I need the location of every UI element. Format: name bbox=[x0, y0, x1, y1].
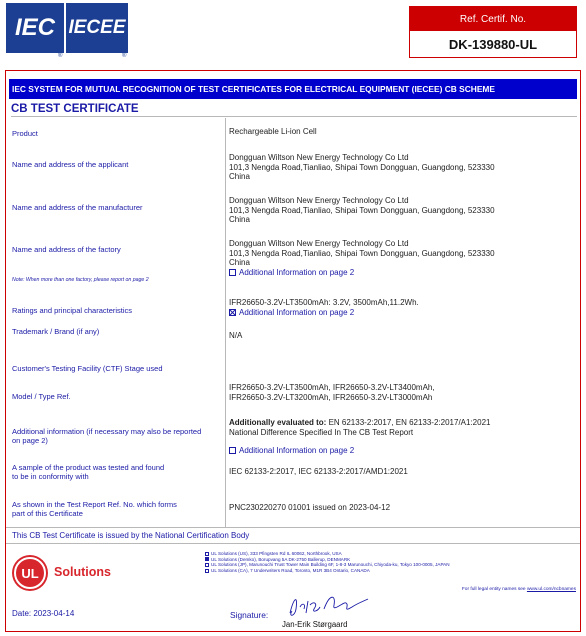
label-report-line1: As shown in the Test Report Ref. No. which forms bbox=[12, 500, 177, 509]
issued-by-statement: This CB Test Certificate is issued by the National Certification Body bbox=[6, 527, 580, 544]
additional-line-2: National Difference Specified In The CB Test Report bbox=[229, 427, 414, 437]
manufacturer-country: China bbox=[229, 215, 250, 224]
applicant-country: China bbox=[229, 172, 250, 181]
signer-name: Jan-Erik Størgaard bbox=[282, 620, 348, 629]
ul-location-text: UL Solutions (CA), 7 Underwriters Road, Toronto, M1R 3B4 Ontario, CANADA bbox=[211, 567, 370, 573]
ul-logo-icon: UL bbox=[14, 557, 46, 589]
value-factory bbox=[229, 239, 575, 278]
manufacturer-address: 101,3 Nengda Road,Tianliao, Shipai Town Dongguan, Guangdong, 523330 bbox=[229, 205, 495, 215]
value-ratings bbox=[229, 298, 575, 318]
ul-locations-list bbox=[205, 551, 580, 573]
value-manufacturer bbox=[229, 196, 575, 225]
legal-link[interactable]: www.ul.com/ncbnames bbox=[526, 587, 576, 592]
ratings-additional-info bbox=[229, 308, 354, 318]
value-model bbox=[229, 383, 575, 402]
ul-location-text: UL Solutions (US), 333 Pfingsten Rd IL 60062, Northbrook, USA bbox=[211, 551, 342, 556]
iec-logo: IEC bbox=[6, 3, 64, 53]
registered-mark: ® bbox=[58, 53, 63, 59]
label-factory-note: Note: When more than one factory, please report on page 2 bbox=[12, 277, 149, 283]
value-trademark: N/A bbox=[229, 331, 243, 340]
ref-certif-number: DK-139880-UL bbox=[448, 37, 538, 52]
ul-location-text: UL Solutions (Demko), Borupvang 5A DK-2750 Ballerup, DENMARK bbox=[211, 556, 351, 562]
factory-name: Dongguan Wiltson New Energy Technology Co Ltd bbox=[229, 239, 409, 248]
label-applicant: Name and address of the applicant bbox=[12, 160, 129, 169]
factory-country: China bbox=[229, 258, 250, 267]
label-sample-line2: to be in conformity with bbox=[12, 472, 89, 481]
label-trademark: Trademark / Brand (if any) bbox=[12, 327, 100, 336]
label-manufacturer: Name and address of the manufacturer bbox=[12, 203, 143, 212]
factory-address: 101,3 Nengda Road,Tianliao, Shipai Town Dongguan, Guangdong, 523330 bbox=[229, 248, 495, 258]
additional-bold: Additionally evaluated to: bbox=[229, 418, 327, 427]
certificate-title: CB TEST CERTIFICATE bbox=[11, 103, 577, 117]
unchecked-box-icon bbox=[205, 552, 209, 556]
value-report: PNC230220270 01001 issued on 2023-04-12 bbox=[229, 503, 391, 512]
ul-solutions-wordmark: Solutions bbox=[54, 565, 111, 579]
value-product: Rechargeable Li-ion Cell bbox=[229, 127, 317, 136]
label-model: Model / Type Ref. bbox=[12, 392, 71, 401]
ratings-text: IFR26650-3.2V-LT3500mAh: 3.2V, 3500mAh,11.2Wh. bbox=[229, 298, 419, 307]
applicant-address: 101,3 Nengda Road,Tianliao, Shipai Town Dongguan, Guangdong, 523330 bbox=[229, 162, 495, 172]
model-line-1: IFR26650-3.2V-LT3500mAh, IFR26650-3.2V-LT3400mAh, bbox=[229, 383, 435, 392]
unchecked-box-icon bbox=[205, 563, 209, 567]
label-sample-line1: A sample of the product was tested and found bbox=[12, 463, 165, 472]
legal-prefix: For full legal entity names see bbox=[461, 587, 527, 592]
unchecked-box-icon bbox=[229, 269, 236, 276]
value-applicant bbox=[229, 153, 575, 182]
model-line-2: IFR26650-3.2V-LT3200mAh, IFR26650-3.2V-LT3000mAh bbox=[229, 392, 433, 402]
ratings-additional-text: Additional Information on page 2 bbox=[239, 307, 355, 317]
iec-iecee-logos bbox=[6, 3, 128, 59]
registered-mark: ® bbox=[122, 53, 127, 59]
additional-standards: EN 62133-2:2017, EN 62133-2:2017/A1:2021 bbox=[326, 418, 491, 427]
additional-info-page2 bbox=[229, 446, 354, 456]
label-ctf: Customer's Testing Facility (CTF) Stage used bbox=[12, 364, 163, 373]
ul-location-item bbox=[205, 568, 580, 574]
checked-box-icon bbox=[205, 557, 209, 561]
label-additional: Additional information (if necessary may also be reported on page 2) bbox=[12, 427, 202, 445]
legal-entity-note bbox=[462, 587, 576, 592]
label-report-line2: part of this Certificate bbox=[12, 509, 83, 518]
ref-certif-label: Ref. Certif. No. bbox=[410, 7, 576, 31]
additional-line-1 bbox=[229, 418, 575, 428]
factory-additional-info bbox=[229, 268, 354, 278]
applicant-name: Dongguan Wiltson New Energy Technology Co Ltd bbox=[229, 153, 409, 162]
handwritten-signature bbox=[284, 591, 374, 621]
additional-info-text: Additional Information on page 2 bbox=[239, 446, 355, 455]
iecee-logo: IECEE bbox=[66, 3, 128, 53]
label-product: Product bbox=[12, 129, 38, 138]
unchecked-box-icon bbox=[205, 569, 209, 573]
signature-label: Signature: bbox=[230, 610, 269, 620]
factory-additional-text: Additional Information on page 2 bbox=[239, 267, 355, 277]
label-factory: Name and address of the factory bbox=[12, 245, 121, 254]
value-standard: IEC 62133-2:2017, IEC 62133-2:2017/AMD1:2021 bbox=[229, 467, 408, 476]
label-ratings: Ratings and principal characteristics bbox=[12, 306, 133, 315]
ul-location-text: UL Solutions (JP), Marunouchi Trust Tower Main Building 6F, 1-8-3 Marunouchi, Chiyoda-ku, Tokyo 100-0005, JAPAN bbox=[211, 562, 450, 568]
scheme-title-bar: IEC SYSTEM FOR MUTUAL RECOGNITION OF TEST CERTIFICATES FOR ELECTRICAL EQUIPMENT (IECEE) CB SCHEME bbox=[9, 79, 577, 99]
certificate-date: Date: 2023-04-14 bbox=[12, 609, 75, 618]
value-additional bbox=[229, 418, 575, 457]
checked-box-icon bbox=[229, 309, 236, 316]
unchecked-box-icon bbox=[229, 447, 236, 454]
ref-certificate-box bbox=[409, 6, 577, 58]
manufacturer-name: Dongguan Wiltson New Energy Technology Co Ltd bbox=[229, 196, 409, 205]
